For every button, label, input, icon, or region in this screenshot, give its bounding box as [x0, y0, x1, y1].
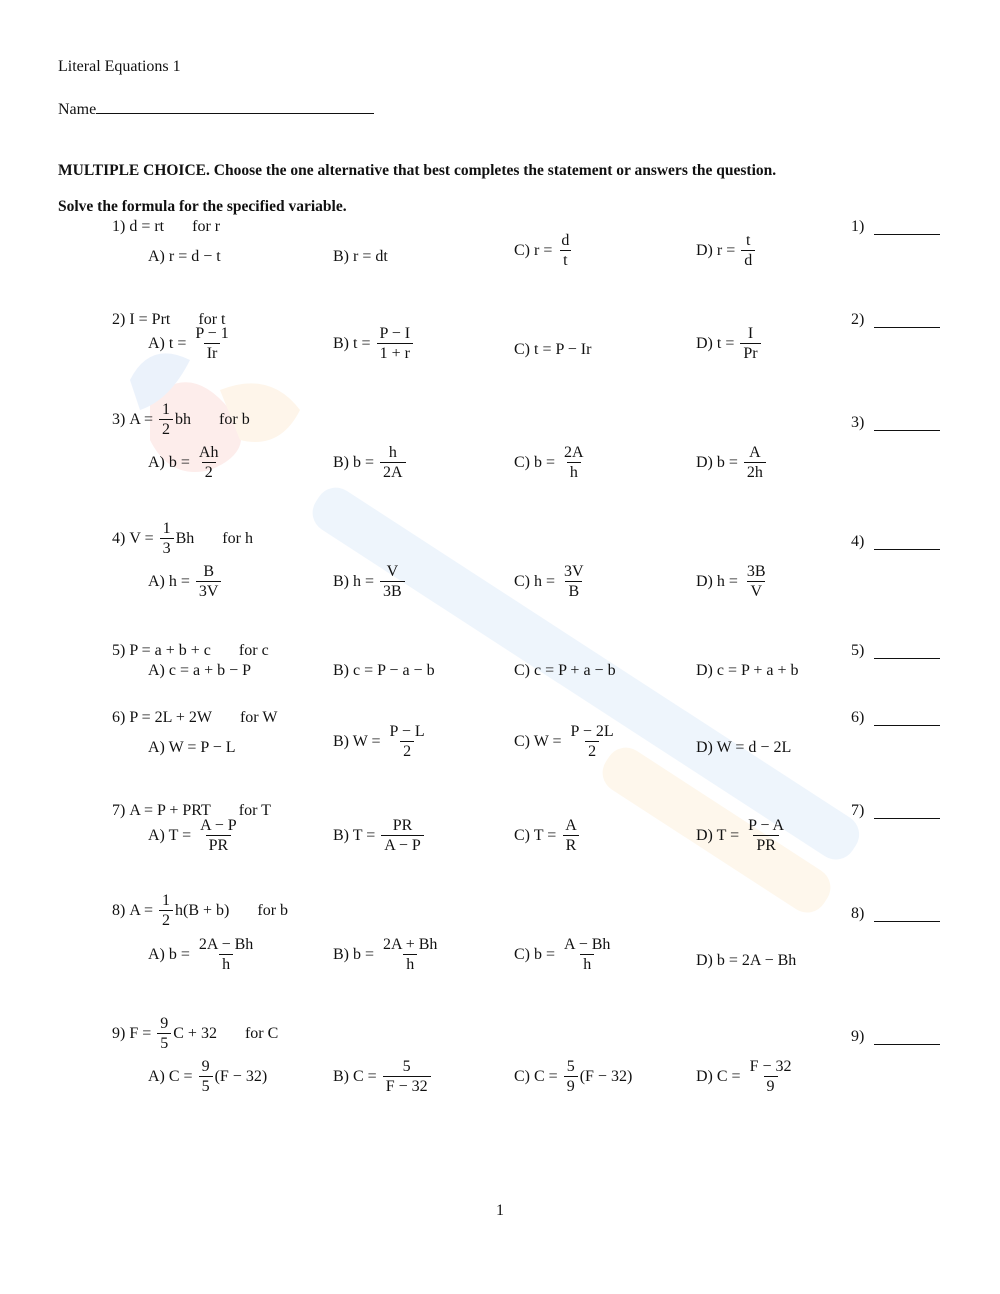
equation-fraction: [160, 519, 174, 558]
numerator: 5: [566, 1058, 575, 1075]
numerator: A: [565, 817, 577, 834]
question-equation: I = Prt: [129, 311, 171, 328]
numerator: 5: [402, 1058, 411, 1075]
answer-number: 3): [851, 414, 865, 431]
choice-c[interactable]: [514, 662, 616, 680]
answer-blank-1[interactable]: [851, 218, 940, 236]
numerator: A − Bh: [564, 936, 611, 953]
numerator: t: [746, 232, 751, 249]
denominator: d: [741, 250, 755, 270]
solve-for-label: for W: [239, 709, 278, 726]
question-4-prompt: [112, 519, 253, 558]
choice-d[interactable]: [696, 1057, 797, 1096]
equation-fraction: [157, 1014, 171, 1053]
choice-label: B) h =: [333, 572, 379, 590]
choice-fraction: [747, 1057, 795, 1096]
choice-label: C) C =: [514, 1067, 562, 1085]
denominator: A − P: [381, 835, 424, 855]
section-subheading: Solve the formula for the specified variable.: [58, 198, 347, 215]
choice-a[interactable]: [148, 324, 234, 363]
choice-label: C) h =: [514, 572, 560, 590]
solve-for-label: for C: [244, 1024, 279, 1042]
denominator: 9: [564, 1076, 578, 1096]
answer-line[interactable]: [874, 711, 940, 726]
choice-b[interactable]: [333, 443, 408, 482]
choice-label: D) W = d − 2L: [696, 739, 792, 756]
question-equation-lhs: F =: [129, 1024, 156, 1042]
choice-label: C) r =: [514, 241, 557, 259]
solve-for-label: for c: [238, 642, 269, 659]
choice-fraction: [740, 324, 760, 363]
question-number: 2): [112, 311, 130, 328]
denominator: 3V: [196, 581, 222, 601]
answer-number: 2): [851, 311, 865, 328]
denominator: h: [567, 462, 581, 482]
choice-suffix: (F − 32): [579, 1067, 633, 1085]
numerator: F − 32: [749, 1058, 792, 1075]
choice-fraction: [383, 1057, 431, 1096]
question-number: 7): [112, 802, 130, 819]
question-number: 4): [112, 529, 130, 547]
choice-label: B) t =: [333, 334, 375, 352]
choice-b[interactable]: [333, 816, 426, 855]
denominator: 1 + r: [377, 343, 413, 363]
worksheet-title: Literal Equations 1: [58, 58, 181, 75]
answer-number: 4): [851, 533, 865, 550]
question-3-prompt: [112, 400, 250, 439]
numerator: A − P: [200, 817, 237, 834]
choice-label: D) C =: [696, 1067, 745, 1085]
choice-d[interactable]: [696, 739, 791, 757]
solve-for-label: for b: [219, 410, 250, 428]
numerator: 3B: [746, 563, 766, 580]
denominator: t: [560, 250, 570, 270]
answer-number: 1): [851, 218, 865, 235]
question-equation-lhs: A =: [129, 901, 158, 919]
question-equation-lhs: A =: [129, 410, 158, 428]
question-5-prompt: [112, 642, 269, 660]
choice-d[interactable]: [696, 443, 768, 482]
choice-label: A) C =: [148, 1067, 197, 1085]
choice-fraction: [196, 562, 222, 601]
instructions: MULTIPLE CHOICE. Choose the one alternative that best completes the statement or answers the question.: [58, 162, 777, 179]
numerator: A: [749, 444, 761, 461]
choice-suffix: (F − 32): [214, 1067, 268, 1085]
choice-label: A) b =: [148, 945, 194, 963]
choice-label: B) T =: [333, 826, 380, 844]
choice-label: A) r = d − t: [148, 248, 221, 265]
choice-label: C) b =: [514, 945, 560, 963]
numerator: Ah: [198, 444, 219, 461]
question-number: 9): [112, 1024, 130, 1042]
numerator: PR: [392, 817, 413, 834]
numerator: h: [388, 444, 397, 461]
numerator: 1: [162, 892, 171, 909]
numerator: 1: [162, 520, 171, 537]
answer-blank-8[interactable]: [851, 905, 940, 923]
choice-fraction: [199, 1057, 213, 1096]
denominator: 2: [159, 419, 173, 439]
denominator: 5: [199, 1076, 213, 1096]
numerator: 3V: [564, 563, 584, 580]
numerator: 2A − Bh: [198, 936, 254, 953]
answer-line[interactable]: [874, 535, 940, 550]
choice-d[interactable]: [696, 562, 771, 601]
choice-label: B) b =: [333, 453, 379, 471]
choice-c[interactable]: [514, 443, 589, 482]
choice-label: A) T =: [148, 826, 196, 844]
solve-for-label: for t: [198, 311, 226, 328]
answer-line[interactable]: [874, 804, 940, 819]
denominator: 2: [159, 910, 173, 930]
choice-b[interactable]: [333, 935, 442, 974]
question-equation-lhs: V =: [129, 529, 158, 547]
choice-label: D) r =: [696, 241, 740, 259]
choice-c[interactable]: [514, 341, 591, 359]
answer-line[interactable]: [874, 313, 940, 328]
choice-a[interactable]: [148, 816, 242, 855]
choice-fraction: [568, 722, 617, 761]
choice-label: C) t = P − Ir: [514, 341, 592, 358]
choice-label: A) c = a + b − P: [148, 662, 252, 679]
choice-label: B) r = dt: [333, 248, 388, 265]
denominator: Pr: [740, 343, 760, 363]
choice-fraction: [196, 935, 256, 974]
question-equation-rhs: bh: [175, 410, 192, 428]
denominator: 3: [160, 538, 174, 558]
answer-blank-4[interactable]: [851, 533, 940, 551]
question-equation: P = a + b + c: [129, 642, 211, 659]
denominator: h: [219, 954, 233, 974]
question-1-prompt: [112, 218, 220, 236]
choice-label: D) h =: [696, 572, 742, 590]
equation-fraction: [159, 891, 173, 930]
choice-b[interactable]: [333, 562, 407, 601]
choice-label: D) b =: [696, 453, 742, 471]
choice-fraction: [562, 816, 580, 855]
solve-for-label: for h: [222, 529, 253, 547]
answer-number: 7): [851, 802, 865, 819]
choice-label: D) t =: [696, 334, 739, 352]
denominator: 2h: [744, 462, 766, 482]
choice-fraction: [561, 443, 587, 482]
choice-label: C) c = P + a − b: [514, 662, 616, 679]
denominator: 2: [400, 741, 414, 761]
numerator: 9: [160, 1015, 169, 1032]
choice-label: B) c = P − a − b: [333, 662, 435, 679]
answer-number: 9): [851, 1028, 865, 1045]
numerator: V: [386, 563, 399, 580]
choice-label: D) T =: [696, 826, 744, 844]
choice-label: C) T =: [514, 826, 561, 844]
numerator: 2A + Bh: [383, 936, 438, 953]
denominator: PR: [206, 835, 232, 855]
answer-line[interactable]: [874, 416, 940, 431]
choice-c[interactable]: [514, 231, 574, 270]
answer-number: 6): [851, 709, 865, 726]
solve-for-label: for T: [238, 802, 271, 819]
choice-label: B) b =: [333, 945, 379, 963]
answer-blank-9[interactable]: [851, 1028, 940, 1046]
choice-a[interactable]: [148, 935, 258, 974]
choice-label: A) t =: [148, 334, 191, 352]
choice-label: A) h =: [148, 572, 194, 590]
question-8-prompt: [112, 891, 288, 930]
question-equation: d = rt: [129, 218, 165, 235]
solve-for-label: for b: [257, 901, 289, 919]
numerator: P − 2L: [570, 723, 614, 740]
choice-d[interactable]: [696, 952, 796, 970]
question-equation: P = 2L + 2W: [129, 709, 212, 726]
numerator: I: [747, 325, 754, 342]
choice-fraction: [745, 816, 787, 855]
choice-b[interactable]: [333, 248, 388, 266]
choice-b[interactable]: [333, 324, 415, 363]
question-number: 6): [112, 709, 130, 726]
choice-label: C) b =: [514, 453, 560, 471]
choice-b[interactable]: [333, 722, 430, 761]
answer-blank-2[interactable]: [851, 311, 940, 329]
answer-line[interactable]: [874, 907, 940, 922]
numerator: d: [561, 232, 570, 249]
choice-label: C) W =: [514, 732, 566, 750]
numerator: 1: [162, 401, 171, 418]
answer-blank-5[interactable]: [851, 642, 940, 660]
denominator: V: [747, 581, 765, 601]
choice-d[interactable]: [696, 324, 763, 363]
choice-a[interactable]: [148, 1057, 267, 1096]
question-equation: A = P + PRT: [129, 802, 211, 819]
question-number: 8): [112, 901, 130, 919]
choice-c[interactable]: [514, 562, 589, 601]
choice-fraction: [744, 562, 769, 601]
choice-a[interactable]: [148, 739, 236, 757]
choice-label: D) b = 2A − Bh: [696, 952, 797, 969]
choice-fraction: [376, 324, 413, 363]
choice-c[interactable]: [514, 816, 582, 855]
answer-blank-3[interactable]: [851, 414, 940, 432]
choice-b[interactable]: [333, 662, 435, 680]
question-number: 3): [112, 410, 130, 428]
numerator: 2A: [564, 444, 584, 461]
choice-fraction: [561, 935, 613, 974]
answer-number: 8): [851, 905, 865, 922]
choice-label: B) C =: [333, 1067, 381, 1085]
choice-fraction: [380, 935, 440, 974]
choice-a[interactable]: [148, 248, 221, 266]
choice-d[interactable]: [696, 231, 757, 270]
answer-line[interactable]: [874, 644, 940, 659]
choice-a[interactable]: [148, 662, 251, 680]
choice-fraction: [558, 231, 572, 270]
choice-label: A) W = P − L: [148, 739, 236, 756]
question-number: 1): [112, 218, 130, 235]
question-equation-rhs: Bh: [175, 529, 195, 547]
denominator: 2: [202, 462, 216, 482]
choice-c[interactable]: [514, 1057, 632, 1096]
denominator: B: [565, 581, 582, 601]
denominator: 3B: [380, 581, 405, 601]
choice-fraction: [741, 231, 755, 270]
choice-fraction: [387, 722, 428, 761]
numerator: B: [203, 563, 215, 580]
choice-c[interactable]: [514, 722, 619, 761]
answer-line[interactable]: [874, 220, 940, 235]
answer-blank-7[interactable]: [851, 802, 940, 820]
choice-label: B) W =: [333, 732, 385, 750]
question-number: 5): [112, 642, 130, 659]
numerator: 9: [201, 1058, 210, 1075]
choice-d[interactable]: [696, 816, 789, 855]
denominator: Ir: [204, 343, 221, 363]
denominator: h: [580, 954, 594, 974]
question-equation-rhs: h(B + b): [175, 901, 230, 919]
choice-b[interactable]: [333, 1057, 433, 1096]
choice-fraction: [744, 443, 766, 482]
answer-number: 5): [851, 642, 865, 659]
choice-fraction: [197, 816, 240, 855]
denominator: F − 32: [383, 1076, 431, 1096]
denominator: h: [403, 954, 417, 974]
denominator: 2: [585, 741, 599, 761]
name-label: Name: [58, 101, 97, 118]
denominator: R: [563, 835, 580, 855]
question-6-prompt: [112, 709, 277, 727]
page-number: 1: [496, 1202, 504, 1219]
name-field[interactable]: [58, 99, 374, 119]
choice-c[interactable]: [514, 935, 615, 974]
solve-for-label: for r: [192, 218, 221, 235]
answer-line[interactable]: [874, 1030, 940, 1045]
denominator: 9: [764, 1076, 778, 1096]
choice-fraction: [192, 324, 231, 363]
choice-fraction: [381, 816, 424, 855]
numerator: P − 1: [195, 325, 229, 342]
choice-fraction: [380, 562, 405, 601]
choice-a[interactable]: [148, 443, 223, 482]
choice-fraction: [380, 443, 406, 482]
denominator: 2A: [380, 462, 406, 482]
denominator: 5: [157, 1033, 171, 1053]
choice-fraction: [196, 443, 222, 482]
choice-label: D) c = P + a + b: [696, 662, 799, 679]
equation-fraction: [159, 400, 173, 439]
choice-a[interactable]: [148, 562, 223, 601]
choice-label: A) b =: [148, 453, 194, 471]
question-9-prompt: [112, 1014, 278, 1053]
question-equation-rhs: C + 32: [173, 1024, 217, 1042]
denominator: PR: [753, 835, 779, 855]
choice-fraction: [561, 562, 587, 601]
choice-d[interactable]: [696, 662, 798, 680]
numerator: P − I: [379, 325, 411, 342]
name-blank-line[interactable]: [96, 99, 374, 114]
numerator: P − L: [389, 723, 425, 740]
choice-fraction: [564, 1057, 578, 1096]
numerator: P − A: [748, 817, 785, 834]
answer-blank-6[interactable]: [851, 709, 940, 727]
